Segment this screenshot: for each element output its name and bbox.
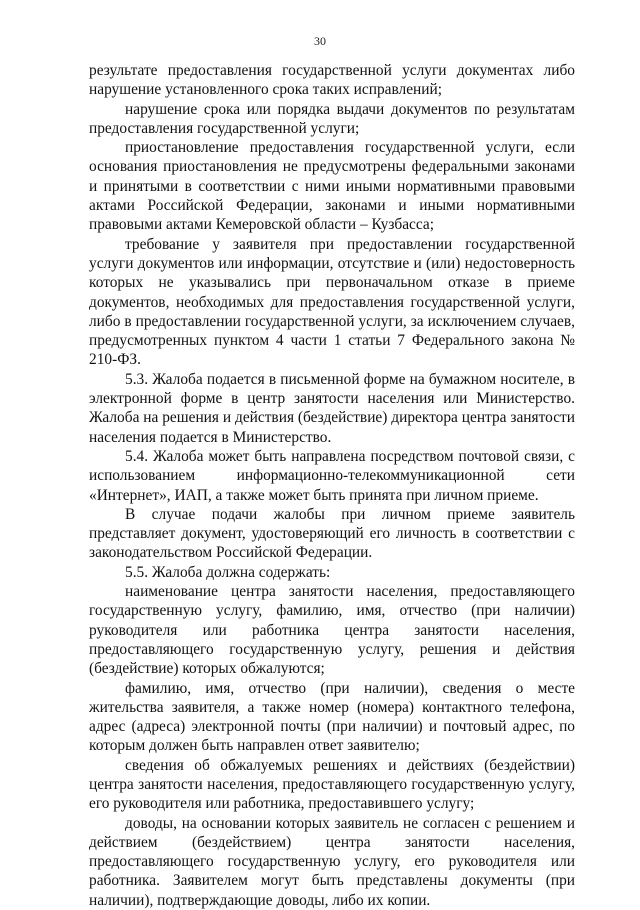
paragraph-2: нарушение срока или порядка выдачи документов по результатам предоставления государственной услуги; bbox=[89, 100, 575, 137]
paragraph-10: фамилию, имя, отчество (при наличии), сведения о месте жительства заявителя, а также номер (номера) контактного телефона, адрес (адреса) электронной почты (при наличии) и почтовый адрес, по которым должен быть направлен ответ заявителю; bbox=[89, 679, 575, 755]
paragraph-12: доводы, на основании которых заявитель не согласен с решением и действием (бездействием) центра занятости населения, предоставляющего государственную услугу, его руководителя или работника. Заявителем могут быть представлены документы (при наличии), подтверждающие доводы, либо их копии. bbox=[89, 814, 575, 909]
paragraph-5-3: 5.3. Жалоба подается в письменной форме на бумажном носителе, в электронной форме в центр занятости населения или Министерство. Жалоба на решения и действия (бездействие) директора центра занятости населения подается в Министерство. bbox=[89, 370, 575, 446]
paragraph-3: приостановление предоставления государственной услуги, если основания приостановления не предусмотрены федеральными законами и принятыми в соответствии с ними иными нормативными правовыми актами Российской Федерации, законами и иными нормативными правовыми актами Кемеровской области – Кузбасса; bbox=[89, 139, 575, 234]
paragraph-5-4: 5.4. Жалоба может быть направлена посредством почтовой связи, с использованием информационно-телекоммуникационной сети «Интернет», ИАП, а также может быть принята при личном приеме. bbox=[89, 447, 575, 504]
paragraph-5-5: 5.5. Жалоба должна содержать: bbox=[125, 563, 331, 581]
paragraph-1: результате предоставления государственной услуги документах либо нарушение установленного срока таких исправлений; bbox=[89, 62, 575, 99]
paragraph-9: наименование центра занятости населения, предоставляющего государственную услугу, фамилию, имя, отчество (при наличии) руководителя или работника центра занятости населения, предоставляющего государственную услугу, решения и действия (бездействие) которых обжалуются; bbox=[89, 583, 575, 678]
paragraph-11: сведения об обжалуемых решениях и действиях (бездействии) центра занятости населения, предоставляющего государственную услугу, его руководителя или работника, предоставившего услугу; bbox=[89, 756, 575, 813]
page-number: 30 bbox=[314, 34, 326, 48]
document-body bbox=[89, 61, 575, 910]
paragraph-4: требование у заявителя при предоставлении государственной услуги документов или информации, отсутствие и (или) недостоверность которых не указывались при первоначальном отказе в приеме документов, необходимых для предоставления государственной услуги, либо в предоставлении государственной услуги, за исключением случаев, предусмотренных пунктом 4 части 1 статьи 7 Федерального закона № 210-ФЗ. bbox=[89, 235, 575, 369]
paragraph-7: В случае подачи жалобы при личном приеме заявитель представляет документ, удостоверяющий его личность в соответствии с законодательством Российской Федерации. bbox=[89, 505, 575, 562]
